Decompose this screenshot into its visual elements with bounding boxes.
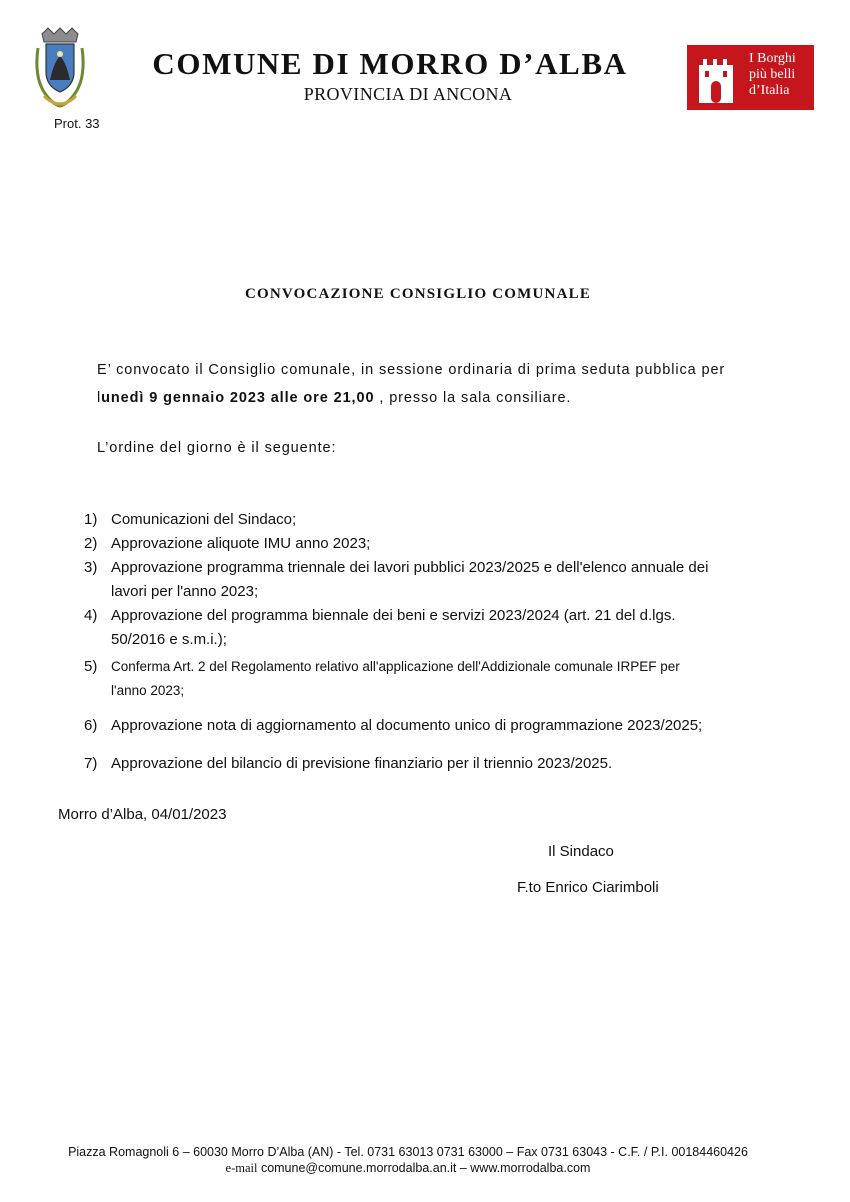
intro-suffix: , presso la sala consiliare. xyxy=(374,390,572,406)
borghi-piu-belli-logo xyxy=(687,45,814,110)
email-and-website: comune@comune.morrodalba.an.it – www.morrodalba.com xyxy=(257,1161,591,1175)
intro-prefix: l xyxy=(97,390,102,406)
agenda-text: Conferma Art. 2 del Regolamento relativo all'applicazione dell'Addizionale comunale IRPEF per xyxy=(111,659,680,674)
agenda-number: 5) xyxy=(84,658,98,675)
agenda-number: 2) xyxy=(84,535,98,552)
agenda-text: l'anno 2023; xyxy=(111,683,185,698)
agenda-item-7 xyxy=(84,752,784,776)
agenda-text: Approvazione nota di aggiornamento al documento unico di programmazione 2023/2025; xyxy=(111,717,703,734)
email-label: e-mail xyxy=(225,1161,258,1175)
agenda-item-1 xyxy=(84,508,784,532)
agenda-text: Approvazione del bilancio di previsione finanziario per il triennio 2023/2025. xyxy=(111,755,613,772)
agenda-item-6 xyxy=(84,714,784,738)
agenda-text: Approvazione programma triennale dei lavori pubblici 2023/2025 e dell'elenco annuale dei xyxy=(111,559,709,576)
province-subtitle: PROVINCIA DI ANCONA xyxy=(303,84,513,104)
protocol-number: Prot. 33 xyxy=(54,116,100,131)
agenda-number: 3) xyxy=(84,559,98,576)
agenda-item-5 xyxy=(84,655,784,703)
footer-contacts xyxy=(0,1161,816,1176)
logo-line-1: I Borghi xyxy=(749,51,796,66)
agenda-text: 50/2016 e s.m.i.); xyxy=(111,631,227,648)
footer-address: Piazza Romagnoli 6 – 60030 Morro D’Alba (AN) - Tel. 0731 63013 0731 63000 – Fax 0731 63043 - C.F. / P.I. 00184460426 xyxy=(68,1145,748,1159)
agenda-intro: L’ordine del giorno è il seguente: xyxy=(97,440,337,456)
signature-role: Il Sindaco xyxy=(548,843,614,860)
agenda-text: Comunicazioni del Sindaco; xyxy=(111,511,297,528)
agenda-number: 7) xyxy=(84,755,98,772)
signature-name: F.to Enrico Ciarimboli xyxy=(517,879,659,896)
agenda-text: Approvazione aliquote IMU anno 2023; xyxy=(111,535,371,552)
intro-paragraph xyxy=(97,356,773,412)
agenda-list xyxy=(84,508,784,776)
logo-line-2: più belli xyxy=(749,67,796,82)
document-heading: CONVOCAZIONE CONSIGLIO COMUNALE xyxy=(244,286,592,302)
place-date: Morro d’Alba, 04/01/2023 xyxy=(58,806,227,823)
agenda-text: Approvazione del programma biennale dei beni e servizi 2023/2024 (art. 21 del d.lgs. xyxy=(111,607,676,624)
intro-line-2 xyxy=(97,384,773,412)
logo-line-3: d’Italia xyxy=(749,83,790,98)
agenda-item-2 xyxy=(84,532,784,556)
intro-line-1: E’ convocato il Consiglio comunale, in sessione ordinaria di prima seduta pubblica per xyxy=(97,362,726,378)
meeting-date: unedì 9 gennaio 2023 alle ore 21,00 xyxy=(101,390,375,406)
agenda-item-4 xyxy=(84,604,784,652)
agenda-number: 4) xyxy=(84,607,98,624)
agenda-number: 1) xyxy=(84,511,98,528)
page-title: COMUNE DI MORRO D’ALBA xyxy=(152,46,628,81)
agenda-text: lavori per l'anno 2023; xyxy=(111,583,259,600)
agenda-number: 6) xyxy=(84,717,98,734)
agenda-item-3 xyxy=(84,556,784,604)
